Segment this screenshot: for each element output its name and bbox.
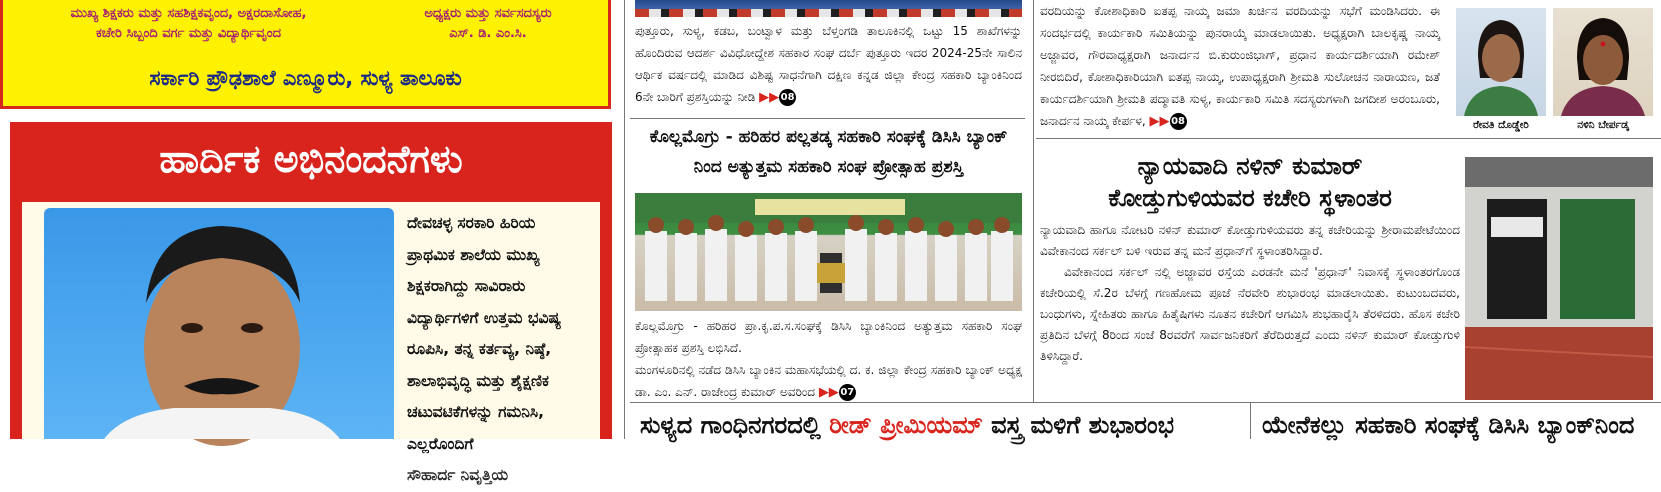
page-number-badge[interactable]: 08 xyxy=(779,89,796,106)
article1-body xyxy=(635,20,1022,109)
page-number-badge[interactable]: 08 xyxy=(1170,113,1187,130)
group-photo-icon xyxy=(635,193,1022,311)
ad-sponsor-line-3: ಅಧ್ಯಕ್ಷರು ಮತ್ತು ಸರ್ವಸದಸ್ಯರು xyxy=(424,6,552,21)
article2-photo xyxy=(635,193,1022,311)
ad-body-text xyxy=(407,208,602,492)
page-number-badge[interactable]: 07 xyxy=(839,384,856,401)
headline-line: ಕೋಡ್ತುಗುಳಿಯವರ ಕಚೇರಿ ಸ್ಥಳಾಂತರ xyxy=(1108,184,1392,212)
headshot-revathi xyxy=(1456,8,1546,116)
read-more-arrow-icon[interactable]: ▶▶ xyxy=(759,90,780,105)
article2-body xyxy=(635,359,1022,404)
ad-sponsor-line-1: ಮುಖ್ಯ ಶಿಕ್ಷಕರು ಮತ್ತು ಸಹಶಿಕ್ಷಕವೃಂದ, ಅಕ್ಷರದಾಸೋಹ, xyxy=(70,6,307,21)
portrait-figure-icon xyxy=(44,208,394,439)
crowd-strip xyxy=(635,9,1022,17)
headline-part: ವಸ್ತ್ರ ಮಳಿಗೆ ಶುಭಾರಂಭ xyxy=(991,411,1175,439)
bottom-headline-right: ಯೇನೆಕಲ್ಲು ಸಹಕಾರಿ ಸಂಘಕ್ಕೆ ಡಿಸಿಸಿ ಬ್ಯಾಂಕ್‌ನಿಂದ xyxy=(1262,411,1635,439)
article3-text: ವರದಿಯನ್ನು ಕೋಶಾಧಿಕಾರಿ ಐತಪ್ಪ ನಾಯ್ಕ ಜಮಾ ಖರ್ಚಿನ ವರದಿಯನ್ನು ಸಭೆಗೆ ಮಂಡಿಸಿದರು. ಈ ಸಂದರ್ಭದಲ್ಲಿ ಕಾರ್ಯಕಾರಿ ಸಮಿತಿಯನ್ನು ಪುನರಾಯ್ಕೆ ಮಾಡಲಾಯಿತು. ಅಧ್ಯಕ್ಷರಾಗಿ ಬಾಲಕೃಷ್ಣ ನಾಯ್ಕ ಅಜ್ಜಾವರ, ಗೌರವಾಧ್ಯಕ್ಷರಾಗಿ ಜನಾರ್ದನ ಬಿ.ಕುರುಂಜಿಭಾಗ್, ಪ್ರಧಾನ ಕಾರ್ಯದರ್ಶಿಯಾಗಿ ರಮೇಶ್ ನೀರಬಿದಿರೆ, ಕೋಶಾಧಿಕಾರಿಯಾಗಿ ಐತಪ್ಪ ನಾಯ್ಕ, ಉಪಾಧ್ಯಕ್ಷರಾಗಿ ಶ್ರೀಮತಿ ಸುಲೋಚನ ನಾರಾಯಣ, ಜತೆ ಕಾರ್ಯದರ್ಶಿಯಾಗಿ ಶ್ರೀಮತಿ ಪದ್ಮಾವತಿ ಸುಳ್ಯ, ಕಾರ್ಯಕಾರಿ ಸಮಿತಿ ಸದಸ್ಯರುಗಳಾಗಿ ಜಗದೀಶ ಅರಂಬೂರು, ಜನಾರ್ದನ ನಾಯ್ಕ ಕೇರ್ಪಳ, xyxy=(1040,4,1440,128)
headline-line: ನ್ಯಾಯವಾದಿ ನಳಿನ್ ಕುಮಾರ್ xyxy=(1137,152,1363,180)
article3-body xyxy=(1040,0,1440,133)
headshot-caption: ನಳಿನಿ ಬೇರ್ಪಡ್ಕ xyxy=(1577,119,1629,131)
column-divider xyxy=(1250,402,1251,439)
headshot-icon xyxy=(1553,8,1653,116)
ad-inner-panel xyxy=(22,202,600,484)
article2-headline: ಕೊಲ್ಲಮೊಗ್ರು - ಹರಿಹರ ಪಲ್ಲತಡ್ಕ ಸಹಕಾರಿ ಸಂಘಕ್ಕೆ ಡಿಸಿಸಿ ಬ್ಯಾಂಕ್ ನಿಂದ ಅತ್ಯುತ್ತಮ ಸಹಕಾರಿ ಸಂಘ ಪ್ರೋತ್ಸಾಹ ಪ್ರಶಸ್ತಿ xyxy=(649,127,1008,177)
office-photo xyxy=(1465,157,1653,400)
article2-caption: ಕೊಲ್ಲಮೊಗ್ರು - ಹರಿಹರ ಪ್ರಾ.ಕೃ.ಪ.ಸ.ಸಂಘಕ್ಕೆ ಡಿಸಿಸಿ ಬ್ಯಾಂಕಿನಿಂದ ಅತ್ಯುತ್ತಮ ಸಹಕಾರಿ ಸಂಘ ಪ್ರೋತ್ಸಾಹಕ ಪ್ರಶಸ್ತಿ ಲಭಿಸಿದೆ. xyxy=(635,319,1022,355)
ad-text-line: ವಿದ್ಯಾರ್ಥಿಗಳಿಗೆ ಉತ್ತಮ ಭವಿಷ್ಯ xyxy=(407,308,562,327)
ad-school-name: ಸರ್ಕಾರಿ ಪ್ರೌಢಶಾಲೆ ಎಣ್ಮೂರು, ಸುಳ್ಯ ತಾಲೂಕು xyxy=(149,66,462,90)
article2-text: ಮಂಗಳೂರಿನಲ್ಲಿ ನಡೆದ ಡಿಸಿಸಿ ಬ್ಯಾಂಕಿನ ಮಹಾಸಭೆಯಲ್ಲಿ ದ. ಕ. ಜಿಲ್ಲಾ ಕೇಂದ್ರ ಸಹಕಾರಿ ಬ್ಯಾಂಕ್ ಅಧ್ಯಕ್ಷ ಡಾ. ಎಂ. ಎನ್. ರಾಜೇಂದ್ರ ಕುಮಾರ್ ಅವರಿಂದ xyxy=(635,363,1022,399)
headline-part: ಸುಳ್ಯದ ಗಾಂಧಿನಗರದಲ್ಲಿ xyxy=(640,411,821,439)
ad-text-line: ಎಲ್ಲರೊಂದಿಗೆ xyxy=(407,434,474,453)
ad-text-line: ಚಟುವಟಿಕೆಗಳನ್ನು ಗಮನಿಸಿ, xyxy=(407,403,545,421)
ad-text-line: ಸೌಹಾರ್ದ ನಿವೃತ್ತಿಯ xyxy=(407,466,509,484)
ad-text-line: ಪ್ರಾಥಮಿಕ ಶಾಲೆಯ ಮುಖ್ಯ xyxy=(407,245,540,264)
ad-text-line: ದೇವಚಳ್ಳ ಸರಕಾರಿ ಹಿರಿಯ xyxy=(407,214,536,232)
portrait-photo xyxy=(44,208,394,439)
ad-sponsor-line-4: ಎಸ್. ಡಿ. ಎಂ.ಸಿ. xyxy=(449,26,527,41)
ad-text-line: ರೂಪಿಸಿ, ತನ್ನ ಕರ್ತವ್ಯ, ನಿಷ್ಠೆ, xyxy=(407,340,552,358)
congratulations-ad xyxy=(10,122,612,484)
headshot-nalini xyxy=(1553,8,1653,116)
article4-body xyxy=(1040,220,1460,367)
sponsor-ad-top xyxy=(0,0,611,109)
article4-headline xyxy=(1040,150,1460,214)
ad-text-line: ಶಿಕ್ಷಕರಾಗಿದ್ದು ಸಾವಿರಾರು xyxy=(407,277,526,295)
article-divider xyxy=(630,118,1025,119)
article-divider xyxy=(1036,138,1661,139)
article4-para: ವಿವೇಕಾನಂದ ಸರ್ಕಲ್ ನಲ್ಲಿ ಅಜ್ಜಾವರ ರಸ್ತೆಯ ಎರಡನೇ ಮನೆ 'ಪ್ರಧಾನ್' ನಿವಾಸಕ್ಕೆ ಸ್ಥಳಾಂತರಗೊಂಡ ಕಚೇರಿಯಲ್ಲಿ ಸೆ.2ರ ಬೆಳಗ್ಗೆ ಗಣಹೋಮ ಪೂಜೆ ನೆರವೇರಿ ಶುಭಾರಂಭ ಮಾಡಲಾಯಿತು. ಕುಟುಂಬದವರು, ಬಂಧುಗಳು, ಸ್ನೇಹಿತರು ಹಾಗೂ ಹಿತೈಷಿಗಳು ನೂತನ ಕಚೇರಿಗೆ ಆಗಮಿಸಿ ಶುಭಹಾರೈಸಿ ತೆರಳಿದರು. ಹೊಸ ಕಚೇರಿ ಪ್ರತಿದಿನ ಬೆಳಗ್ಗೆ 8ರಿಂದ ಸಂಜೆ 8ರವರೆಗೆ ಸಾರ್ವಜನಿಕರಿಗೆ ತೆರೆದಿರುತ್ತದೆ ಎಂದು ನಳಿನ್ ಕುಮಾರ್ ಕೋಡ್ತುಗುಳಿ ತಿಳಿಸಿದ್ದಾರೆ. xyxy=(1040,265,1460,363)
bottom-headline-left xyxy=(640,410,1240,440)
article1-text: ಪುತ್ತೂರು, ಸುಳ್ಯ, ಕಡಬ, ಬಂಟ್ವಾಳ ಮತ್ತು ಬೆಳ್ತಂಗಡಿ ತಾಲೂಕಿನಲ್ಲಿ ಒಟ್ಟು 15 ಶಾಖೆಗಳನ್ನು ಹೊಂದಿರುವ ಆದರ್ಶ ವಿವಿಧೋದ್ದೇಶ ಸಹಕಾರ ಸಂಘ ದರ್ಬೆ ಪುತ್ತೂರು ಇದರ 2024-25ನೇ ಸಾಲಿನ ಆರ್ಥಿಕ ವರ್ಷದಲ್ಲಿ ಮಾಡಿದ ವಿಶಿಷ್ಟ ಸಾಧನೆಗಾಗಿ ದಕ್ಷಿಣ ಕನ್ನಡ ಜಿಲ್ಲಾ ಕೇಂದ್ರ ಸಹಕಾರಿ ಬ್ಯಾಂಕಿನಿಂದ 6ನೇ ಬಾರಿಗೆ ಪ್ರಶಸ್ತಿಯನ್ನು ನೀಡಿ xyxy=(635,24,1022,104)
headline-part-highlight: ರೀಡ್ ಪ್ರೀಮಿಯಮ್ xyxy=(829,411,983,439)
column-divider xyxy=(1033,0,1034,402)
bottom-divider xyxy=(630,402,1661,403)
headshot-icon xyxy=(1456,8,1546,116)
ad-text-line: ಶಾಲಾಭಿವೃದ್ಧಿ ಮತ್ತು ಶೈಕ್ಷಣಿಕ xyxy=(407,371,549,390)
ad-sponsor-line-2: ಕಚೇರಿ ಸಿಬ್ಬಂದಿ ವರ್ಗ ಮತ್ತು ವಿದ್ಯಾರ್ಥಿವೃಂದ xyxy=(95,26,282,41)
read-more-arrow-icon[interactable]: ▶▶ xyxy=(1149,114,1170,129)
read-more-arrow-icon[interactable]: ▶▶ xyxy=(818,385,839,400)
column-divider xyxy=(624,0,625,439)
ad-title: ಹಾರ್ದಿಕ ಅಭಿನಂದನೆಗಳು xyxy=(159,137,463,181)
office-building-icon xyxy=(1465,157,1653,400)
headshot-caption: ರೇವತಿ ದೊಡ್ಡೇರಿ xyxy=(1473,119,1529,131)
article4-para: ನ್ಯಾಯವಾದಿ ಹಾಗೂ ನೋಟರಿ ನಳಿನ್ ಕುಮಾರ್ ಕೋಡ್ತುಗುಳಿಯವರು ತನ್ನ ಕಚೇರಿಯನ್ನು ಶ್ರೀರಾಮಪೇಟೆಯಿಂದ ವಿವೇಕಾನಂದ ಸರ್ಕಲ್ ಬಳಿ ಇರುವ ತನ್ನ ಮನೆ ಪ್ರಧಾನ್‌ಗೆ ಸ್ಥಳಾಂತರಿಸಿದ್ದಾರೆ. xyxy=(1040,223,1460,258)
article-photo-top xyxy=(635,0,1022,17)
